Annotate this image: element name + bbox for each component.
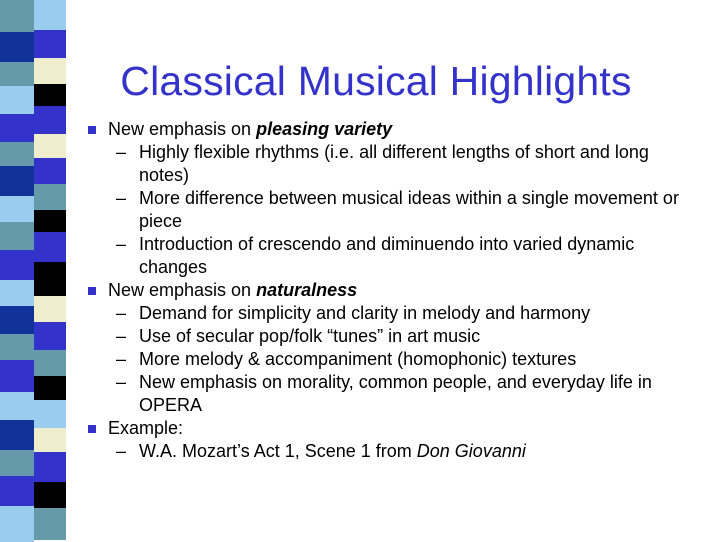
dash-icon: – bbox=[116, 303, 127, 323]
sub-bullet-text: Demand for simplicity and clarity in melody and harmony bbox=[139, 303, 591, 323]
sub-bullet-item bbox=[0, 371, 720, 417]
sub-bullet-text: W.A. Mozart’s Act 1, Scene 1 from bbox=[139, 441, 417, 461]
slide-title: Classical Musical Highlights bbox=[120, 58, 632, 104]
stripe-block bbox=[34, 508, 66, 540]
sub-bullet-text: Use of secular pop/folk “tunes” in art music bbox=[139, 326, 481, 346]
bullet-list bbox=[0, 118, 720, 463]
sub-bullet-item bbox=[0, 233, 720, 279]
stripe-block bbox=[34, 0, 66, 30]
opera-title: Don Giovanni bbox=[416, 441, 526, 461]
stripe-block bbox=[34, 482, 66, 508]
dash-icon: – bbox=[116, 349, 127, 369]
sub-bullet-text: New emphasis on morality, common people, and everyday life in OPERA bbox=[139, 372, 652, 415]
stripe-block bbox=[0, 86, 34, 114]
dash-icon: – bbox=[116, 441, 127, 461]
bullet-square-icon bbox=[88, 287, 96, 295]
bullet-item bbox=[0, 417, 720, 440]
sub-bullet-text: Introduction of crescendo and diminuendo into varied dynamic changes bbox=[139, 234, 635, 277]
stripe-block bbox=[34, 58, 66, 84]
stripe-block bbox=[0, 476, 34, 506]
sub-bullet-text: Highly flexible rhythms (i.e. all different lengths of short and long notes) bbox=[139, 142, 649, 185]
sub-bullet-item bbox=[0, 348, 720, 371]
dash-icon: – bbox=[116, 142, 127, 162]
sub-bullet-item bbox=[0, 440, 720, 463]
bullet-text: New emphasis on bbox=[108, 119, 257, 139]
sub-bullet-item bbox=[0, 187, 720, 233]
stripe-block bbox=[0, 0, 34, 32]
sub-bullet-item bbox=[0, 141, 720, 187]
stripe-block bbox=[0, 62, 34, 86]
stripe-block bbox=[0, 506, 34, 542]
bullet-emphasis: pleasing variety bbox=[256, 119, 393, 139]
sub-bullet-text: More difference between musical ideas within a single movement or piece bbox=[139, 188, 679, 231]
dash-icon: – bbox=[116, 372, 127, 392]
dash-icon: – bbox=[116, 188, 127, 208]
bullet-item bbox=[0, 279, 720, 302]
sub-bullet-item bbox=[0, 302, 720, 325]
stripe-block bbox=[34, 30, 66, 58]
dash-icon: – bbox=[116, 326, 127, 346]
stripe-block bbox=[0, 32, 34, 62]
bullet-square-icon bbox=[88, 425, 96, 433]
bullet-text: Example: bbox=[108, 418, 184, 438]
dash-icon: – bbox=[116, 234, 127, 254]
bullet-square-icon bbox=[88, 126, 96, 134]
stripe-block bbox=[34, 84, 66, 106]
bullet-text: New emphasis on bbox=[108, 280, 257, 300]
sub-bullet-item bbox=[0, 325, 720, 348]
bullet-emphasis: naturalness bbox=[256, 280, 358, 300]
bullet-item bbox=[0, 118, 720, 141]
sub-bullet-text: More melody & accompaniment (homophonic) textures bbox=[139, 349, 577, 369]
